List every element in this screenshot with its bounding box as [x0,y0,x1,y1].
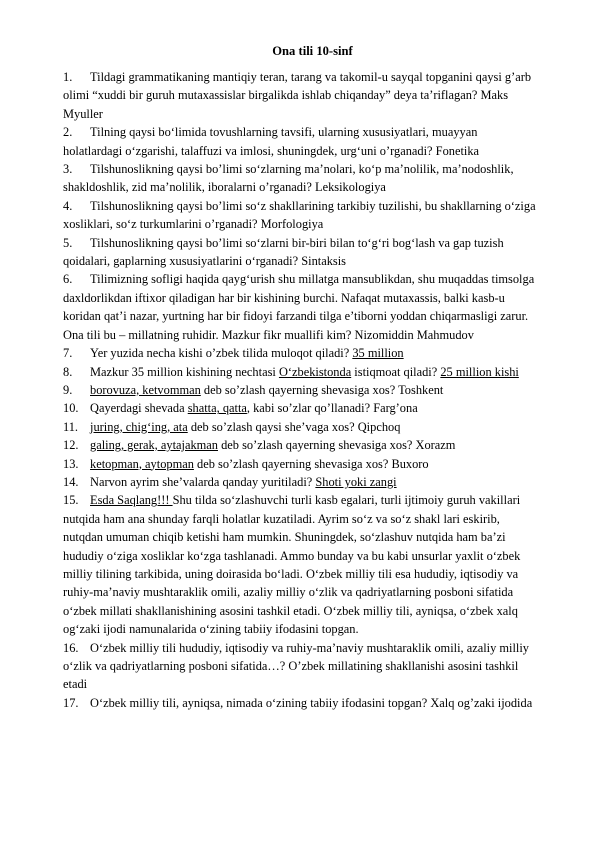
question-answer: Nizomiddin Mahmudov [354,327,474,342]
question-text: Tilimizning sofligi haqida qayg‘urish shu millatga mansublikdan, shu muqaddas timsolga daxldorlikdan iftixor qiladigan har bir kishining burchi. Nafaqat mutaxassis, balki kasb-u koridan qat’i nazar, yurtning har bir fidoyi farzandi tilga e’tiborni yoddan chiqarmasligi zarur. Ona tili bu – millatning ruhidir. Mazkur fikr muallifi kim? [63,272,535,342]
question-lead-term: galing, gerak, aytajakman [90,438,218,453]
question-text-part: Mazkur 35 million kishining nechtasi [90,364,279,379]
question-answer: 35 million [352,346,404,361]
question-item [63,344,536,362]
question-lead-term: juring, chig‘ing, ata [90,419,188,434]
question-number: 17. [63,695,79,710]
question-item [63,363,536,381]
question-answer: O’zbek millatining shakllanishi asosini tashkil etadi [63,659,519,692]
question-text: Tilshunoslikning qaysi bo’limi so‘zlarning ma’nolari, ko‘p ma’nolilik, ma’nodoshlik, shakldoshlik, zid ma’nolilik, iboralarni o’rganadi? [63,162,514,195]
question-text: , kabi so’zlar qo’llanadi? [246,401,371,416]
question-number: 14. [63,474,79,489]
question-text: Tilning qaysi bo‘limida tovushlarning tavsifi, ularning xususiyatlari, muayyan holatlardagi o‘zgarishi, talaffuzi va imlosi, shuningdek, urg‘uni o’rganadi? [63,125,478,158]
question-item [63,123,536,160]
question-item [63,399,536,417]
question-answer: Qipchoq [357,419,401,434]
question-list [63,68,536,712]
question-answer: Morfologiya [260,217,324,232]
question-item [63,270,536,344]
question-item [63,491,536,638]
question-number: 4. [63,198,73,213]
question-item [63,197,536,234]
question-number: 3. [63,162,73,177]
question-text-part: Qayerdagi shevada [90,401,188,416]
question-text: istiqmoat qiladi? [351,364,438,379]
question-item [63,473,536,491]
question-text: Yer yuzida necha kishi o’zbek tilida muloqot qiladi? [90,346,350,361]
question-number: 2. [63,125,73,140]
question-answer: 25 million kishi [440,364,519,379]
question-highlight-term: shatta, qatta [187,401,247,416]
question-number: 1. [63,70,73,84]
question-answer: Xalq og’zaki ijodida [430,695,533,710]
question-text: deb so’zlash qayerning shevasiga xos? [193,456,389,471]
question-number: 8. [63,364,73,379]
question-text: O‘zbek milliy tili, ayniqsa, nimada o‘zining tabiiy ifodasini topgan? [90,695,428,710]
question-number: 5. [63,235,73,250]
question-answer: Buxoro [391,456,429,471]
question-lead-term: Esda Saqlang!!! [90,493,173,508]
question-number: 7. [63,346,73,361]
question-answer: Farg’ona [373,401,418,416]
question-answer: Toshkent [398,382,444,397]
question-number: 12. [63,438,79,453]
question-item [63,381,536,399]
question-item [63,234,536,271]
question-item [63,418,536,436]
question-item [63,160,536,197]
question-item [63,436,536,454]
question-answer: Shoti yoki zangi [315,474,397,489]
question-text: Tildagi grammatikaning mantiqiy teran, tarang va takomil-u sayqal topganini qaysi g’arb olimi “xuddi bir guruh mutaxassislar birgalikda ishlab chiqanday” deya ta’riflagan? [63,70,532,103]
question-item [63,455,536,473]
question-answer: Xorazm [415,438,456,453]
question-item [63,68,536,123]
question-item [63,694,536,712]
question-number: 10. [63,401,79,416]
question-text: Narvon ayrim she’valarda qanday yuritiladi? [90,474,313,489]
question-number: 13. [63,456,79,471]
question-answer: Sintaksis [301,254,347,269]
question-lead-term: ketopman, aytopman [90,456,194,471]
question-number: 15. [63,493,79,508]
question-number: 6. [63,272,73,287]
question-answer: Maks Myuller [63,88,509,121]
question-answer: Fonetika [435,143,480,158]
question-text: deb so’zlash qayerning shevasiga xos? [217,438,413,453]
question-number: 9. [63,382,73,397]
question-text: deb so’zlash qaysi she’vaga xos? [187,419,355,434]
question-number: 11. [63,419,79,434]
question-lead-term: borovuza, ketvomman [90,382,201,397]
question-highlight-term: O‘zbekistonda [278,364,352,379]
question-text: Tilshunoslikning qaysi bo’limi so‘z shakllarining tarkibiy tuzilishi, bu shakllarning o‘ziga xosliklari, so‘z turkumlarini o’rganadi? [63,198,536,232]
document-title: Ona tili 10-sinf [272,44,353,58]
question-item [63,639,536,694]
question-text: Shu tilda so‘zlashuvchi turli kasb egalari, turli ijtimoiy guruh vakillari nutqida ham ana shunday farqli holatlar kuzatiladi. Ayrim so‘z va so‘z shakl lari eskirib, nutqdan umuman chiqib ketishi ham mumkin. Shuningdek, so‘zlashuv nutqida ham ba’zi hududiy o‘ziga xosliklar ko‘zga tashlanadi. Ammo bunday va bu kabi unsurlar yaxlit o‘zbek milliy tilining tarkibida, uning doirasida bo‘ladi. O‘zbek milliy tili esa hududiy, iqtisodiy va ruhiy-ma’naviy mushtaraklik omili, azaliy milliy o‘zlik va qadriyatlarning posboni sifatida o‘zbek millati shakllanishining asosini tashkil etadi. O‘zbek milliy tili, ayniqsa, o‘zbek xalq og‘zaki ijodi namunalarida o‘zining tabiiy ifodasini topgan. [63,493,521,637]
question-text: O‘zbek milliy tili hududiy, iqtisodiy va ruhiy-ma’naviy mushtaraklik omili, azaliy milliy o‘zlik va qadriyatlarning posboni sifatida…? [63,640,529,673]
question-text: Tilshunoslikning qaysi bo’limi so‘zlarni bir-biri bilan to‘g‘ri bog‘lash va gap tuzish qoidalari, gaplarning xususiyatlarini o‘rganadi? [63,235,504,269]
question-text: deb so’zlash qayerning shevasiga xos? [200,382,396,397]
question-answer: Leksikologiya [315,180,386,195]
question-number: 16. [63,640,79,655]
